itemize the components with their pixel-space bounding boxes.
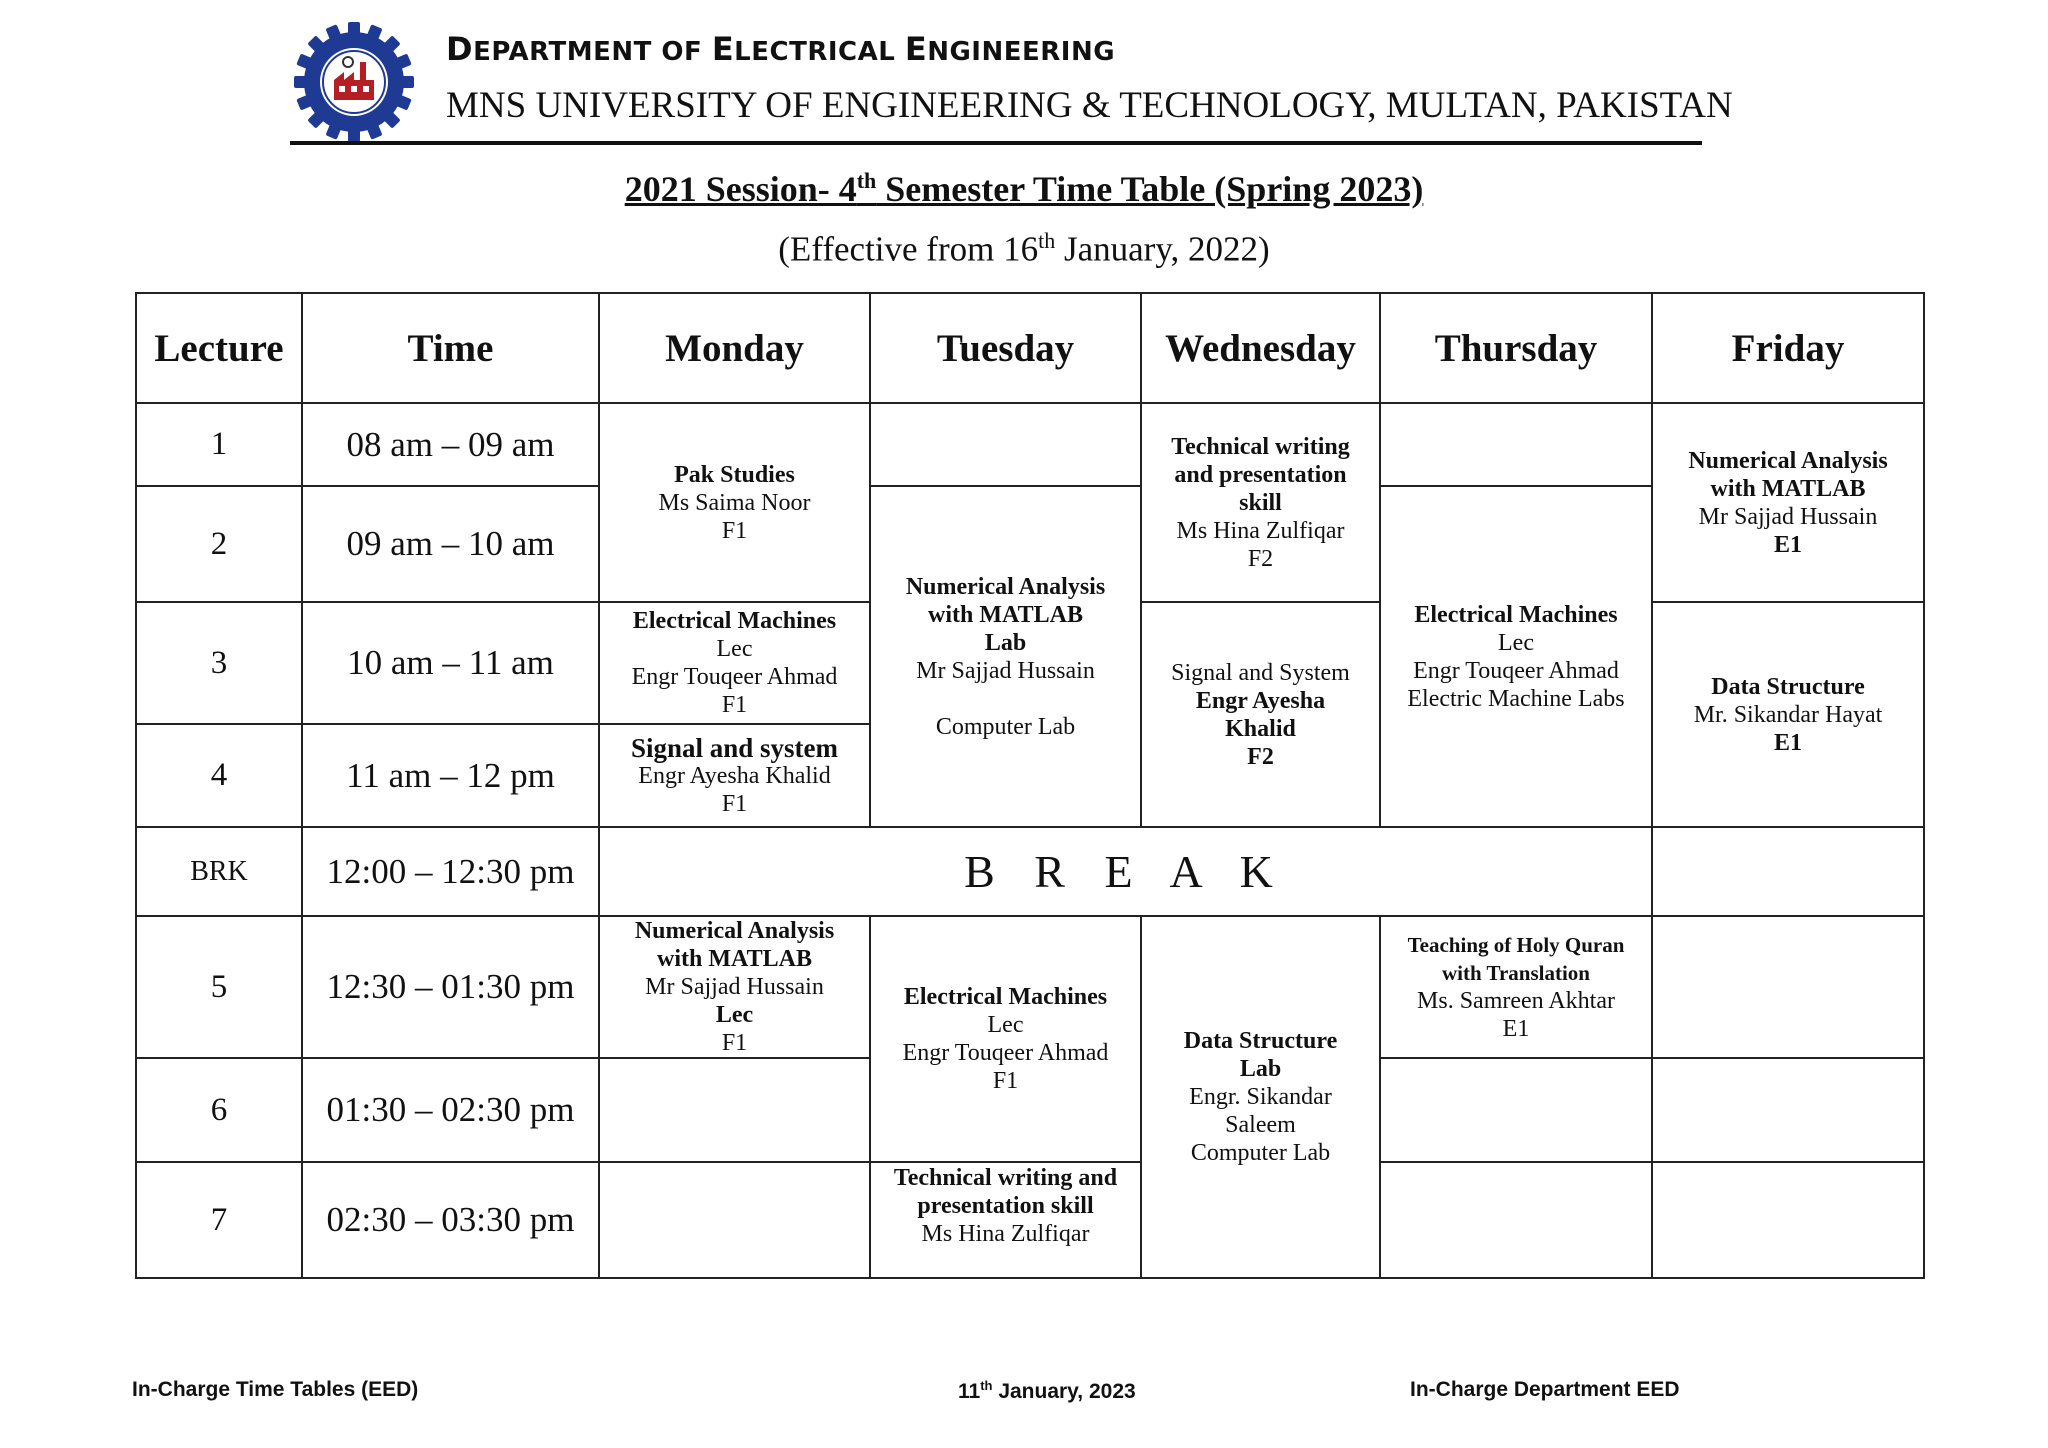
slot-empty: [1652, 1058, 1924, 1162]
lecture-number: BRK: [136, 827, 302, 916]
lecture-number: 3: [136, 602, 302, 724]
letterhead: [290, 18, 1733, 146]
table-row: [136, 916, 1924, 1058]
slot-monday-signal-and-system: Signal and system Engr Ayesha Khalid F1: [599, 724, 870, 827]
header-row: [136, 293, 1924, 403]
lecture-number: 5: [136, 916, 302, 1058]
slot-tuesday-technical-writing: Technical writing and presentation skill Ms Hina Zulfiqar: [870, 1162, 1141, 1278]
slot-empty: [1652, 1162, 1924, 1278]
slot-friday-data-structure: Data Structure Mr. Sikandar Hayat E1: [1652, 602, 1924, 827]
time-slot: 12:30 – 01:30 pm: [302, 916, 599, 1058]
slot-thursday-electrical-machines: Electrical Machines Lec Engr Touqeer Ahmad Electric Machine Labs: [1380, 486, 1652, 827]
slot-empty: [1652, 827, 1924, 916]
break-label: B R E A K: [599, 827, 1652, 916]
university-logo: [290, 18, 418, 146]
department-title: DEPARTMENT OF ELECTRICAL ENGINEERING: [446, 30, 1116, 68]
table-row: [136, 1162, 1924, 1278]
slot-monday-numerical-analysis: Numerical Analysis with MATLAB Mr Sajjad Hussain Lec F1: [599, 916, 870, 1058]
slot-tuesday-electrical-machines: Electrical Machines Lec Engr Touqeer Ahmad F1: [870, 916, 1141, 1162]
slot-tuesday-numerical-analysis-lab: Numerical Analysis with MATLAB Lab Mr Sajjad Hussain Computer Lab: [870, 486, 1141, 827]
timetable: [135, 292, 1925, 1279]
time-slot: 02:30 – 03:30 pm: [302, 1162, 599, 1278]
slot-empty: [1380, 403, 1652, 486]
footer-date: 11th January, 2023: [958, 1378, 1136, 1403]
lecture-number: 7: [136, 1162, 302, 1278]
col-header-friday: Friday: [1652, 293, 1924, 403]
slot-wednesday-data-structure-lab: Data Structure Lab Engr. Sikandar Saleem Computer Lab: [1141, 916, 1380, 1278]
header-divider: [290, 141, 1702, 145]
footer-incharge-department: In-Charge Department EED: [1410, 1378, 1680, 1401]
col-header-lecture: Lecture: [136, 293, 302, 403]
footer-incharge-timetables: In-Charge Time Tables (EED): [132, 1378, 419, 1401]
time-slot: 12:00 – 12:30 pm: [302, 827, 599, 916]
col-header-thursday: Thursday: [1380, 293, 1652, 403]
slot-empty: [1380, 1058, 1652, 1162]
break-row: [136, 827, 1924, 916]
slot-monday-pak-studies: Pak Studies Ms Saima Noor F1: [599, 403, 870, 602]
col-header-tuesday: Tuesday: [870, 293, 1141, 403]
time-slot: 01:30 – 02:30 pm: [302, 1058, 599, 1162]
university-name: MNS UNIVERSITY OF ENGINEERING & TECHNOLOGY, MULTAN, PAKISTAN: [446, 85, 1733, 126]
lecture-number: 2: [136, 486, 302, 602]
slot-empty: [1380, 1162, 1652, 1278]
slot-wednesday-technical-writing: Technical writing and presentation skill Ms Hina Zulfiqar F2: [1141, 403, 1380, 602]
col-header-time: Time: [302, 293, 599, 403]
lecture-number: 4: [136, 724, 302, 827]
table-row: [136, 403, 1924, 486]
lecture-number: 1: [136, 403, 302, 486]
time-slot: 09 am – 10 am: [302, 486, 599, 602]
slot-thursday-holy-quran: Teaching of Holy Quran with Translation Ms. Samreen Akhtar E1: [1380, 916, 1652, 1058]
col-header-wednesday: Wednesday: [1141, 293, 1380, 403]
time-slot: 10 am – 11 am: [302, 602, 599, 724]
slot-monday-electrical-machines: Electrical Machines Lec Engr Touqeer Ahmad F1: [599, 602, 870, 724]
effective-date: (Effective from 16th January, 2022): [778, 228, 1270, 269]
col-header-monday: Monday: [599, 293, 870, 403]
slot-empty: [1652, 916, 1924, 1058]
slot-empty: [599, 1058, 870, 1162]
time-slot: 11 am – 12 pm: [302, 724, 599, 827]
signature-footer: [0, 1378, 2048, 1412]
lecture-number: 6: [136, 1058, 302, 1162]
slot-empty: [870, 403, 1141, 486]
timetable-title: 2021 Session- 4th Semester Time Table (Spring 2023): [624, 168, 1424, 209]
time-slot: 08 am – 09 am: [302, 403, 599, 486]
slot-wednesday-signal-and-system: Signal and System Engr Ayesha Khalid F2: [1141, 602, 1380, 827]
slot-empty: [599, 1162, 870, 1278]
slot-friday-numerical-analysis: Numerical Analysis with MATLAB Mr Sajjad Hussain E1: [1652, 403, 1924, 602]
